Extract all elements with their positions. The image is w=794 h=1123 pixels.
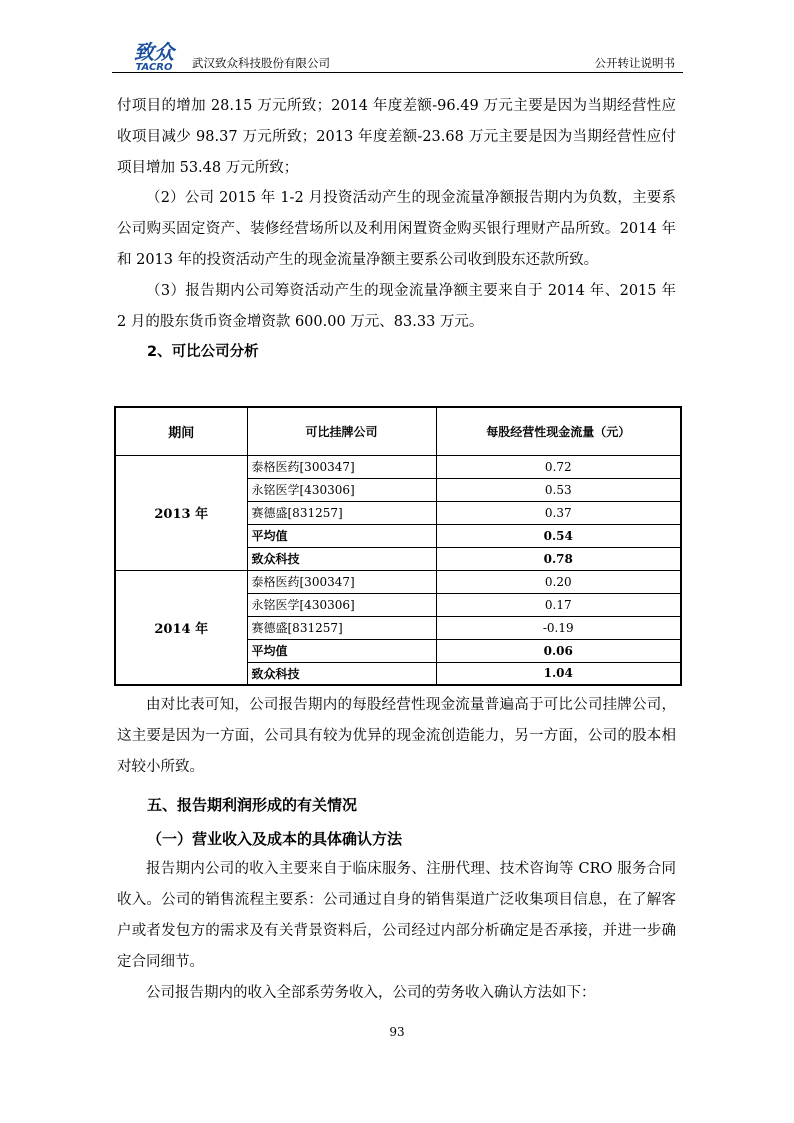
value-cell: 0.20	[436, 570, 681, 593]
header-divider	[112, 72, 683, 73]
document-title: 公开转让说明书	[594, 56, 675, 70]
value-cell: 0.54	[436, 524, 681, 547]
comparable-companies-table	[114, 406, 682, 686]
paragraph-4: 由对比表可知，公司报告期内的每股经营性现金流量普遍高于可比公司挂牌公司，这主要是因为一方面，公司具有较为优异的现金流创造能力，另一方面，公司的股本相对较小所致。	[117, 697, 676, 775]
value-cell: 0.72	[436, 455, 681, 478]
svg-text:TACRO: TACRO	[135, 62, 173, 72]
value-cell: 0.53	[436, 478, 681, 501]
company-cell: 永铭医学[430306]	[247, 478, 436, 501]
company-cell: 永铭医学[430306]	[247, 593, 436, 616]
value-cell: 0.37	[436, 501, 681, 524]
heading-section-5: 五、报告期利润形成的有关情况	[147, 796, 358, 815]
value-cell: -0.19	[436, 616, 681, 639]
value-cell: 0.17	[436, 593, 681, 616]
table-row	[115, 570, 681, 593]
company-cell: 平均值	[247, 639, 436, 662]
company-logo	[122, 40, 186, 72]
period-cell: 2014 年	[115, 570, 247, 685]
company-cell: 赛德盛[831257]	[247, 501, 436, 524]
value-cell: 1.04	[436, 662, 681, 685]
heading-comparable-analysis: 2、可比公司分析	[147, 344, 259, 361]
header-company: 可比挂牌公司	[247, 407, 436, 455]
heading-subsection-1: （一）营业收入及成本的具体确认方法	[147, 830, 403, 849]
paragraph-6: 公司报告期内的收入全部系劳务收入，公司的劳务收入确认方法如下：	[146, 984, 596, 1001]
company-cell: 致众科技	[247, 662, 436, 685]
paragraph-1: 付项目的增加 28.15 万元所致；2014 年度差额-96.49 万元主要是因为当期经营性应收项目减少 98.37 万元所致；2013 年度差额-23.68 万元主要是因为当期经营性应付项目增加 53.48 万元所致；	[117, 98, 676, 176]
paragraph-5: 报告期内公司的收入主要来自于临床服务、注册代理、技术咨询等 CRO 服务合同收入。公司的销售流程主要系：公司通过自身的销售渠道广泛收集项目信息，在了解客户或者发包方的需求及有关背景资料后，公司经过内部分析确定是否承接，并进一步确定合同细节。	[117, 861, 676, 970]
svg-text:致众: 致众	[134, 40, 174, 64]
header-period: 期间	[115, 407, 247, 455]
company-cell: 赛德盛[831257]	[247, 616, 436, 639]
company-name: 武汉致众科技股份有限公司	[192, 56, 330, 70]
page-body-lower	[117, 690, 676, 1008]
table-row	[115, 455, 681, 478]
company-cell: 平均值	[247, 524, 436, 547]
header-cashflow: 每股经营性现金流量（元）	[436, 407, 681, 455]
company-cell: 致众科技	[247, 547, 436, 570]
company-cell: 泰格医药[300347]	[247, 570, 436, 593]
paragraph-3: （3）报告期内公司筹资活动产生的现金流量净额主要来自于 2014 年、2015 年 2 月的股东货币资金增资款 600.00 万元、83.33 万元。	[117, 282, 676, 330]
table-header-row	[115, 407, 681, 455]
page-number: 93	[389, 1025, 405, 1039]
page-header	[112, 40, 683, 76]
company-cell: 泰格医药[300347]	[247, 455, 436, 478]
page-body	[117, 91, 676, 367]
period-cell: 2013 年	[115, 455, 247, 570]
paragraph-2: （2）公司 2015 年 1-2 月投资活动产生的现金流量净额报告期内为负数，主要系公司购买固定资产、装修经营场所以及利用闲置资金购买银行理财产品所致。2014 年和 2013 年的投资活动产生的现金流量净额主要系公司收到股东还款所致。	[117, 190, 676, 268]
value-cell: 0.78	[436, 547, 681, 570]
value-cell: 0.06	[436, 639, 681, 662]
